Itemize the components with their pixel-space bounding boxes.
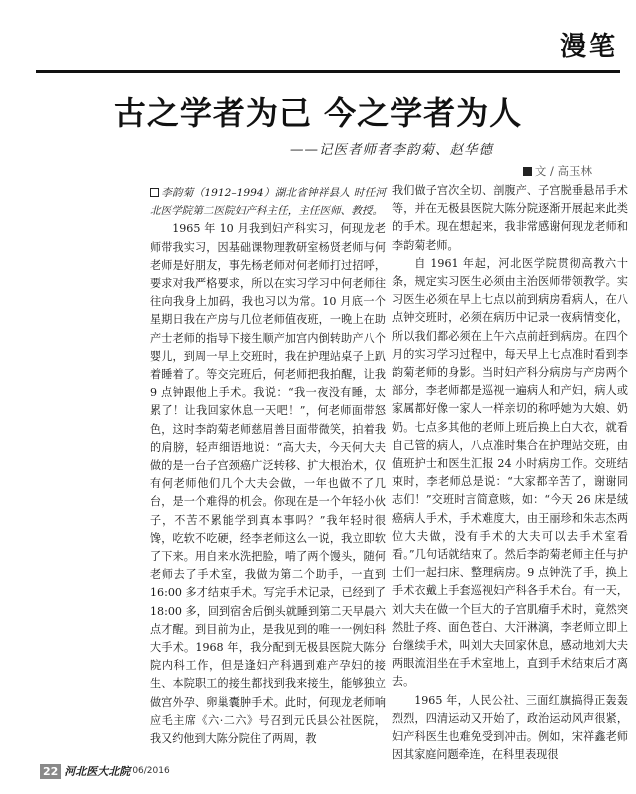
photo-placeholder-icon (150, 188, 159, 197)
page-footer (40, 761, 170, 781)
top-rule (36, 70, 620, 73)
paragraph: 1965 年，人民公社、三面红旗搞得正轰轰烈烈，四清运动又开始了，政治运动风声很紧，妇产科医生也难免受到冲击。例如，宋祥鑫老师因其家庭问题牵连，在科里表现很 (392, 693, 628, 762)
paragraph: 我们做子宫次全切、剖腹产、子宫脱垂悬吊手术等，并在无极县医院大陈分院逐渐开展起来此类的手术。现在想起来，我非常感谢何现龙老师和李韵菊老师。 (392, 184, 628, 252)
section-tag: 漫笔 (559, 32, 618, 62)
byline (523, 163, 592, 179)
byline-text: 文 / 高玉林 (534, 164, 592, 178)
right-column (392, 182, 628, 765)
byline-square-icon (523, 167, 532, 176)
paragraph: 自 1961 年起，河北医学院贯彻高教六十条，规定实习医生必须由主治医师带领教学。实习医生必须在早上七点以前到病房看病人，在八点钟交班时，必须在病历中记录一夜病情变化，所以我们都必须在上午六点前赶到病房。在四个月的实习学习过程中，每天早上七点准时看到李韵菊老师的身影。当时妇产科分病房与产房两个部分，李老师都是巡视一遍病人和产妇，病人或家属都好像一家人一样亲切的称呼她为大娘、奶奶。七点多其他的老师上班后换上白大衣，就看自己管的病人，八点准时集合在护理站交班，由值班护士和医生汇报 24 小时病房工作。交班结束时，李老师总是说：“大家都辛苦了，谢谢同志们！”交班时言简意赅，如：“今天 26 床是绒癌病人手术，手术难度大，由王丽珍和朱志杰两位大夫做，没有手术的大夫可以去手术室看看。”几句话就结束了。然后李韵菊老师主任与护士们一起扫床、整理病房。9 点钟洗了手，换上手术衣戴上手套巡视妇产科各手术台。有一天，刘大夫在做一个巨大的子宫肌瘤手术时，竟然突然肚子疼、面色苍白、大汗淋漓，李老师立即上台继续手术，叫刘大夫回家休息，感动地刘大夫两眼流泪坐在手术室地上，直到手术结束后才离去。 (392, 256, 628, 689)
issue-number: 06/2016 (132, 766, 170, 776)
page-number: 22 (40, 764, 61, 779)
author-bio-text: 李韵菊（1912–1994）湖北省钟祥县人 时任河北医学院第二医院妇产科主任，主任医师、教授。 (150, 187, 386, 218)
author-bio (150, 184, 386, 220)
article-subtitle: ——记医者师者李韵菊、赵华德 (290, 142, 493, 158)
paragraph: 1965 年 10 月我到妇产科实习，何现龙老师带我实习，因基础课物理教研室杨贤老师与何老师是好朋友，事先杨老师对何老师打过招呼，要求对我严格要求，所以在实习学习中何老师往往向我身上加码，我也习以为常。10 月底一个星期日我在产房与几位老师值夜班，一晚上在助产士老师的指导下接生顺产加宫内倒转助产八个婴儿，到周一早上交班时，我在护理站桌子上趴着睡着了。等交完班后，何老师把我拍醒，让我 9 点钟跟他上手术。我说：“我一夜没有睡，太累了！让我回家休息一天吧！”，何老师面带怒色，这时李韵菊老师慈眉善目面带微笑，拍着我的肩膀，轻声细语地说：“高大夫，今天何大夫做的是一台子宫颈癌广泛转移、扩大根治术，仅有何老师他们几个大夫会做，一年也做不了几台，是一个难得的机会。你现在是一个年轻小伙子，不苦不累能学到真本事吗？”我年轻时很馋，吃软不吃硬，经李老师这么一说，我立即软了下来。用自来水洗把脸，啃了两个馒头，随何老师去了手术室，我做为第二个助手，一直到 16:00 多才结束手术。写完手术记录，已经到了 18:00 多，回到宿舍后倒头就睡到第二天早晨六点才醒。到目前为止，是我见到的唯一一例妇科大手术。1968 年，我分配到无极县医院大陈分院内科工作，但是逢妇产科遇到难产孕妇的接生、本院职工的接生都找到我来接生，能够独立做宫外孕、卵巢囊肿手术。此时，何现龙老师响应毛主席《六·二六》号召到元氏县公社医院，我又约他到大陈分院住了两周，教 (150, 222, 386, 746)
magazine-name: 河北医大北院 (64, 765, 131, 778)
left-column (150, 184, 386, 748)
article-title: 古之学者为己 今之学者为人 (113, 94, 523, 132)
